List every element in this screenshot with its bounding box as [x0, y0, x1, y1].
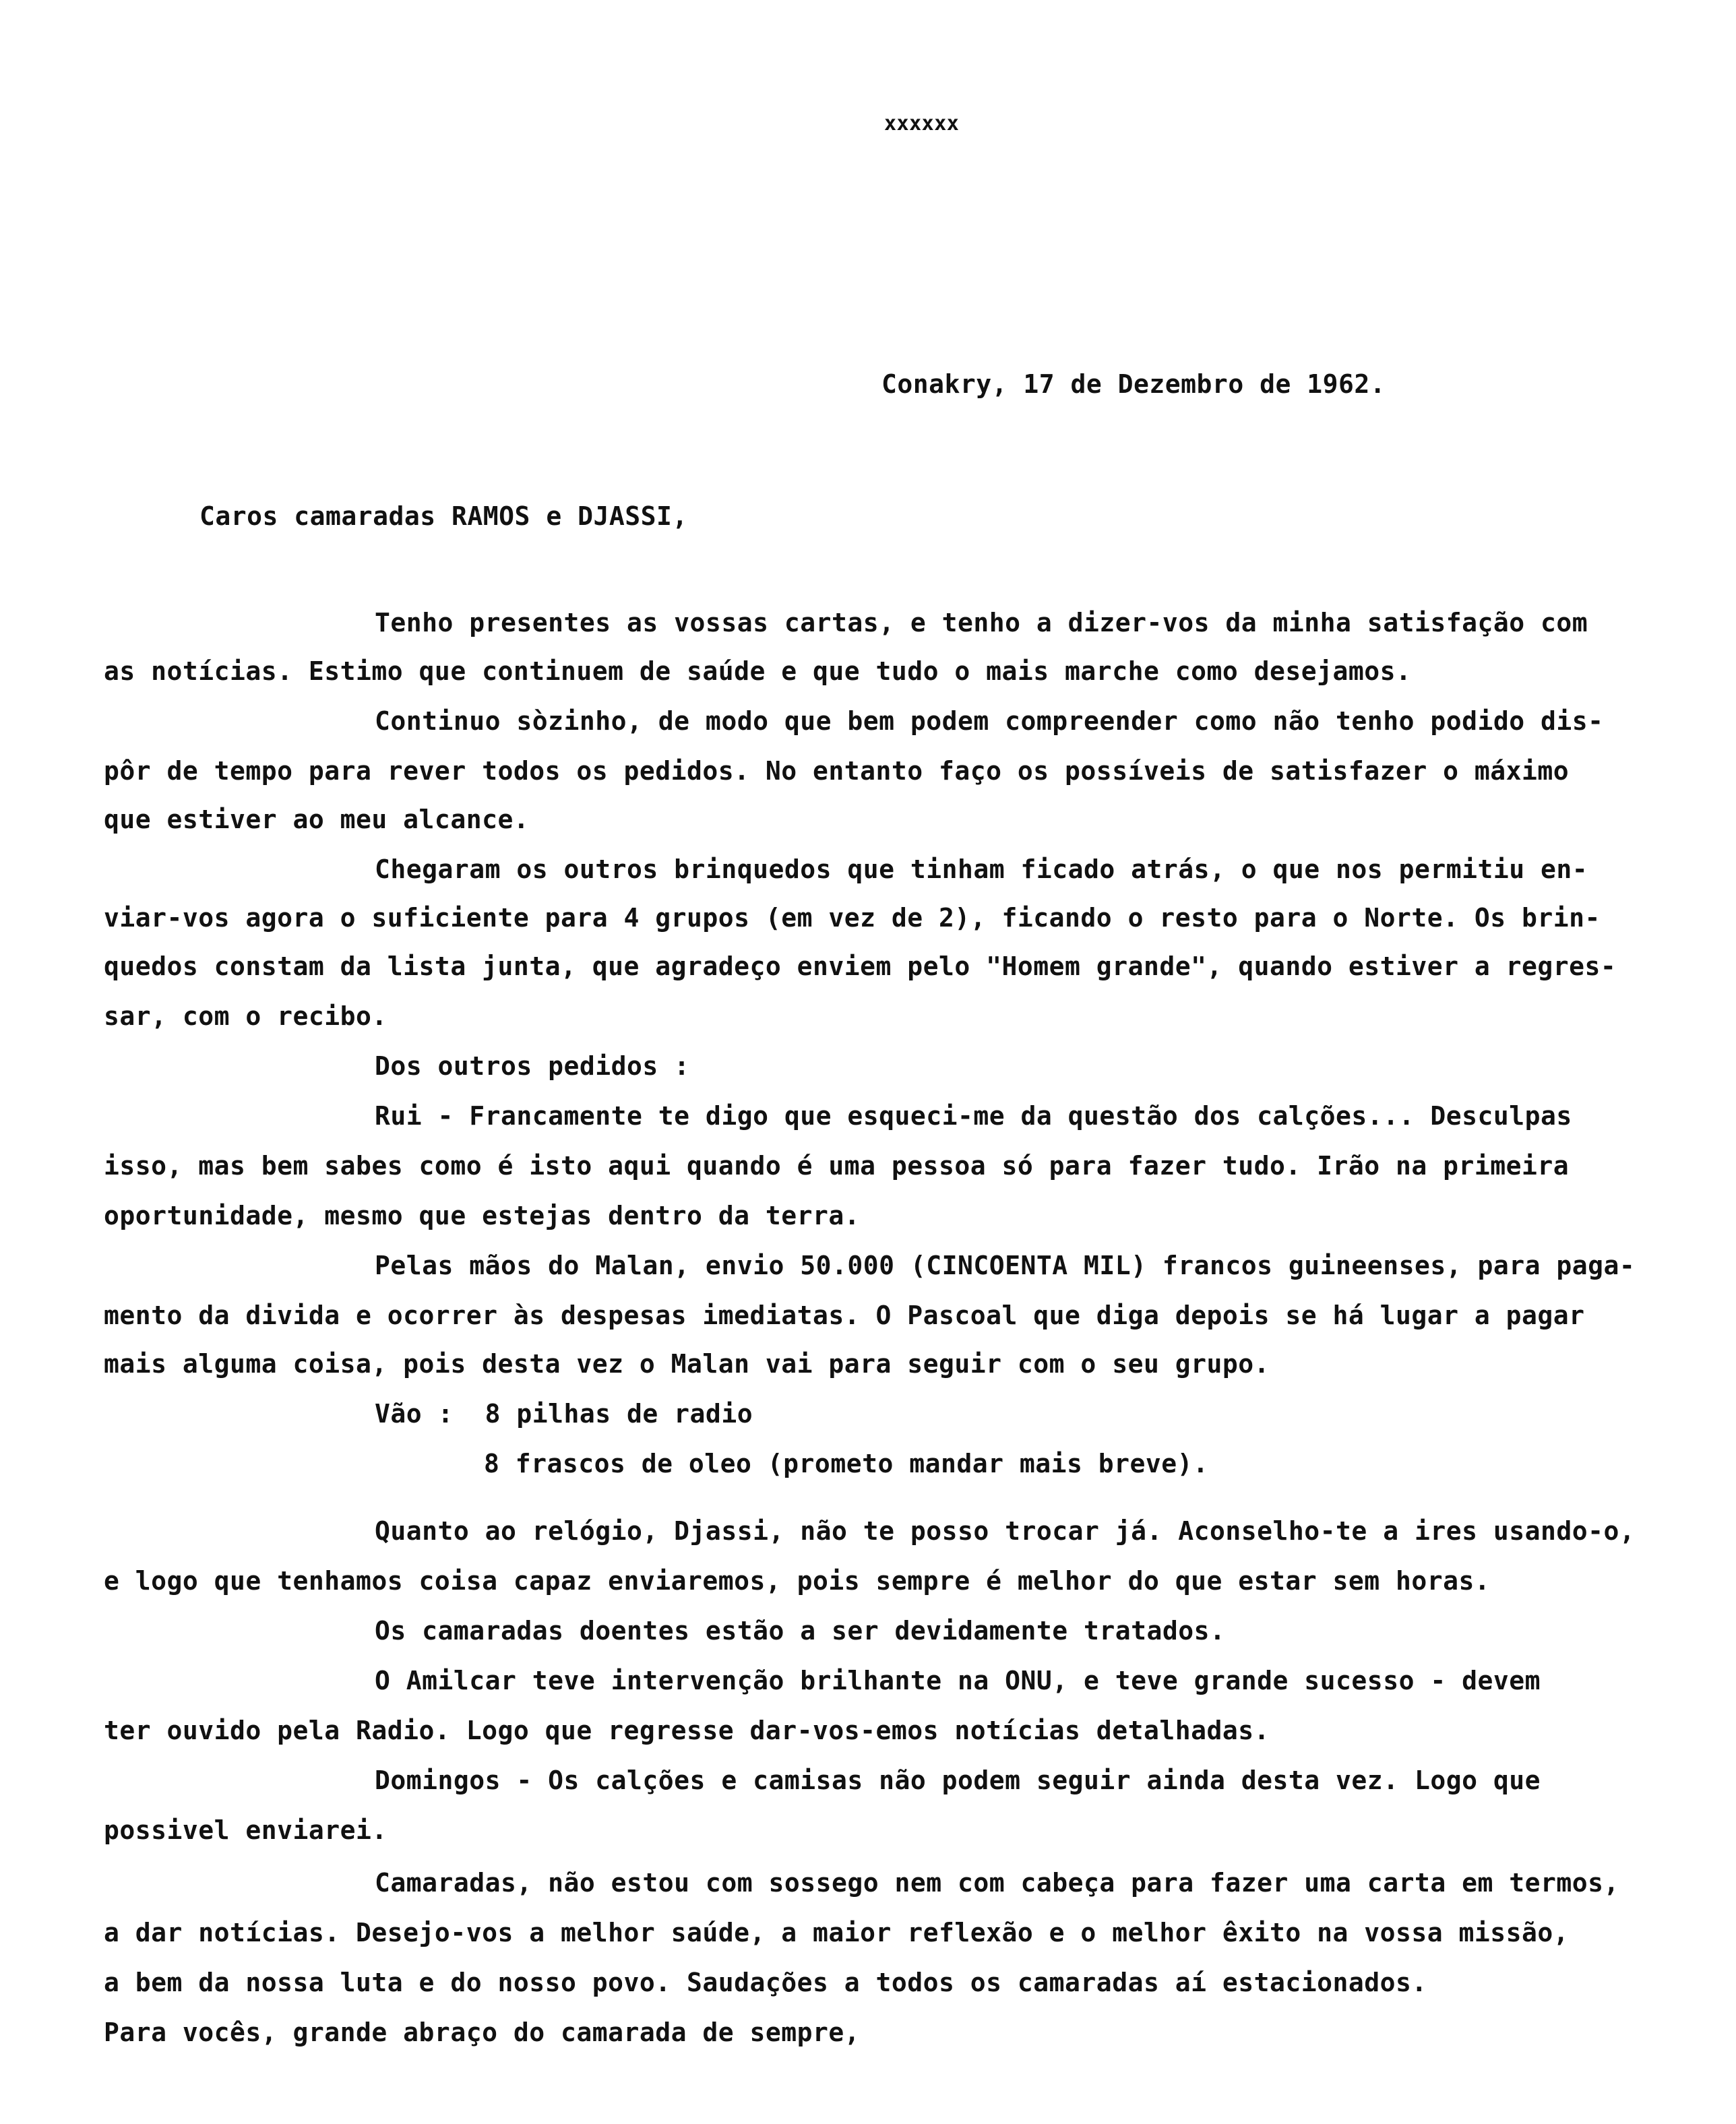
body-line-27: a dar notícias. Desejo-vos a melhor saúde, a maior reflexão e o melhor êxito na vossa missão, [104, 1918, 1570, 1947]
body-line-6: Chegaram os outros brinquedos que tinham ficado atrás, o que nos permitiu en- [375, 854, 1588, 884]
body-line-23: ter ouvido pela Radio. Logo que regresse dar-vos-emos notícias detalhadas. [104, 1716, 1270, 1745]
body-line-5: que estiver ao meu alcance. [104, 805, 530, 834]
list-item-2: 8 frascos de oleo (prometo mandar mais breve). [484, 1449, 1209, 1478]
body-line-3: Continuo sòzinho, de modo que bem podem compreender como não tenho podido dis- [375, 706, 1604, 736]
body-line-22: O Amilcar teve intervenção brilhante na ONU, e teve grande sucesso - devem [375, 1666, 1541, 1695]
body-line-8: quedos constam da lista junta, que agradeço enviem pelo "Homem grande", quando estiver a regres- [104, 951, 1617, 981]
body-line-14: Pelas mãos do Malan, envio 50.000 (CINCOENTA MIL) francos guineenses, para paga- [375, 1251, 1636, 1280]
salutation: Caros camaradas RAMOS e DJASSI, [199, 501, 688, 531]
body-line-2: as notícias. Estimo que continuem de saúde e que tudo o mais marche como desejamos. [104, 656, 1412, 686]
date-line: Conakry, 17 de Dezembro de 1962. [881, 369, 1386, 399]
body-line-9: sar, com o recibo. [104, 1001, 388, 1031]
body-line-12: isso, mas bem sabes como é isto aqui quando é uma pessoa só para fazer tudo. Irão na primeira [104, 1151, 1570, 1181]
body-line-13: oportunidade, mesmo que estejas dentro da terra. [104, 1201, 861, 1230]
body-line-29: Para vocês, grande abraço do camarada de sempre, [104, 2018, 861, 2047]
body-line-4: pôr de tempo para rever todos os pedidos. No entanto faço os possíveis de satisfazer o máximo [104, 756, 1570, 786]
body-line-28: a bem da nossa luta e do nosso povo. Saudações a todos os camaradas aí estacionados. [104, 1968, 1427, 1997]
body-line-11: Rui - Francamente te digo que esqueci-me da questão dos calções... Desculpas [375, 1101, 1572, 1131]
body-line-20: e logo que tenhamos coisa capaz enviaremos, pois sempre é melhor do que estar sem horas. [104, 1566, 1491, 1596]
body-line-16: mais alguma coisa, pois desta vez o Malan vai para seguir com o seu grupo. [104, 1349, 1270, 1379]
body-line-1: Tenho presentes as vossas cartas, e tenho a dizer-vos da minha satisfação com [375, 608, 1588, 637]
list-item-1: Vão : 8 pilhas de radio [375, 1399, 753, 1429]
body-line-19: Quanto ao relógio, Djassi, não te posso trocar já. Aconselho-te a ires usando-o, [375, 1516, 1636, 1546]
body-line-7: viar-vos agora o suficiente para 4 grupos (em vez de 2), ficando o resto para o Norte. Os brin- [104, 903, 1601, 933]
body-line-21: Os camaradas doentes estão a ser devidamente tratados. [375, 1616, 1226, 1646]
body-line-26: Camaradas, não estou com sossego nem com cabeça para fazer uma carta em termos, [375, 1868, 1619, 1898]
body-line-10: Dos outros pedidos : [375, 1051, 690, 1081]
header-marker: xxxxxx [884, 112, 960, 135]
body-line-25: possivel enviarei. [104, 1815, 388, 1845]
body-line-24: Domingos - Os calções e camisas não podem seguir ainda desta vez. Logo que [375, 1766, 1541, 1795]
body-line-15: mento da divida e ocorrer às despesas imediatas. O Pascoal que diga depois se há lugar a pagar [104, 1301, 1585, 1330]
